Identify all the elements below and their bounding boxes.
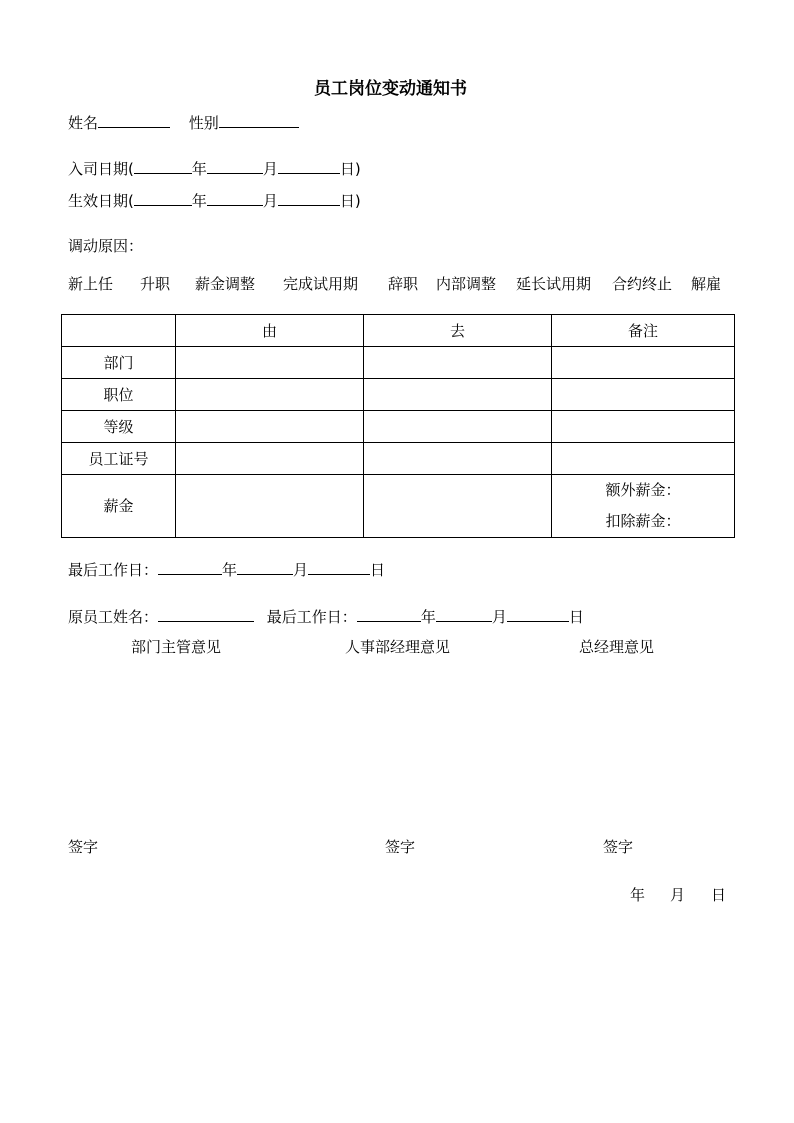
hr-manager-opinion-label: 人事部经理意见 bbox=[345, 638, 451, 656]
grade-to-cell[interactable] bbox=[364, 411, 552, 443]
table-header-to: 去 bbox=[364, 315, 552, 347]
salary-to-cell[interactable] bbox=[364, 475, 552, 538]
row-label-position: 职位 bbox=[62, 379, 176, 411]
dept-manager-sign-label: 签字 bbox=[68, 838, 99, 856]
employee-id-from-cell[interactable] bbox=[176, 443, 364, 475]
reason-resign[interactable]: 辞职 bbox=[388, 275, 419, 293]
name-label: 姓名 bbox=[68, 114, 99, 132]
table-row bbox=[62, 475, 735, 538]
last-month-blank[interactable] bbox=[237, 559, 293, 575]
close-paren: ) bbox=[354, 160, 361, 178]
table-header-remark: 备注 bbox=[552, 315, 735, 347]
position-from-cell[interactable] bbox=[176, 379, 364, 411]
hr-manager-sign-label: 签字 bbox=[385, 838, 416, 856]
original-name-blank[interactable] bbox=[158, 606, 254, 622]
position-remark-cell[interactable] bbox=[552, 379, 735, 411]
row-label-grade: 等级 bbox=[62, 411, 176, 443]
eff-month-blank[interactable] bbox=[207, 190, 263, 206]
salary-remark-cell[interactable] bbox=[552, 475, 735, 538]
last-work-day-line bbox=[68, 559, 385, 579]
table-header-row bbox=[62, 315, 735, 347]
day-label: 日 bbox=[339, 160, 355, 178]
day-label: 日 bbox=[568, 608, 584, 626]
table-row bbox=[62, 443, 735, 475]
row-label-employee-id: 员工证号 bbox=[62, 443, 176, 475]
last-year-blank[interactable] bbox=[158, 559, 222, 575]
table-row bbox=[62, 347, 735, 379]
row-label-department: 部门 bbox=[62, 347, 176, 379]
join-date-label: 入司日期( bbox=[68, 160, 134, 178]
reason-new-post[interactable]: 新上任 bbox=[68, 275, 114, 293]
year-label: 年 bbox=[420, 608, 436, 626]
reason-contract-end[interactable]: 合约终止 bbox=[612, 275, 673, 293]
gender-blank[interactable] bbox=[219, 112, 299, 128]
orig-day-blank[interactable] bbox=[507, 606, 569, 622]
document-title: 员工岗位变动通知书 bbox=[314, 79, 467, 99]
reason-promotion[interactable]: 升职 bbox=[140, 275, 171, 293]
last-work-day-label: 最后工作日： bbox=[68, 561, 159, 579]
grade-from-cell[interactable] bbox=[176, 411, 364, 443]
year-label: 年 bbox=[222, 561, 238, 579]
employee-id-to-cell[interactable] bbox=[364, 443, 552, 475]
month-label: 月 bbox=[262, 160, 278, 178]
table-header-cell bbox=[62, 315, 176, 347]
table-row bbox=[62, 379, 735, 411]
general-manager-opinion-label: 总经理意见 bbox=[579, 638, 655, 656]
dept-manager-opinion-label: 部门主管意见 bbox=[131, 638, 222, 656]
bottom-month-label: 月 bbox=[670, 886, 686, 904]
join-year-blank[interactable] bbox=[134, 158, 192, 174]
bottom-day-label: 日 bbox=[711, 886, 727, 904]
orig-month-blank[interactable] bbox=[436, 606, 492, 622]
gender-label: 性别 bbox=[188, 114, 219, 132]
table-header-from: 由 bbox=[176, 315, 364, 347]
reason-salary-adjust[interactable]: 薪金调整 bbox=[195, 275, 256, 293]
day-label: 日 bbox=[370, 561, 386, 579]
reason-label: 调动原因： bbox=[68, 237, 144, 255]
bottom-year-label: 年 bbox=[630, 886, 646, 904]
eff-year-blank[interactable] bbox=[134, 190, 192, 206]
row-label-salary: 薪金 bbox=[62, 475, 176, 538]
department-remark-cell[interactable] bbox=[552, 347, 735, 379]
table-row bbox=[62, 411, 735, 443]
position-to-cell[interactable] bbox=[364, 379, 552, 411]
original-name-label: 原员工姓名： bbox=[68, 608, 159, 626]
orig-year-blank[interactable] bbox=[357, 606, 421, 622]
join-month-blank[interactable] bbox=[207, 158, 263, 174]
change-table bbox=[61, 314, 735, 538]
reason-internal-transfer[interactable]: 内部调整 bbox=[436, 275, 497, 293]
extra-salary-label: 额外薪金： bbox=[605, 481, 681, 499]
year-label: 年 bbox=[191, 192, 207, 210]
eff-day-blank[interactable] bbox=[278, 190, 340, 206]
reason-extend-probation[interactable]: 延长试用期 bbox=[516, 275, 592, 293]
deduct-salary-label: 扣除薪金： bbox=[605, 512, 681, 530]
reason-dismissal[interactable]: 解雇 bbox=[691, 275, 722, 293]
general-manager-sign-label: 签字 bbox=[603, 838, 634, 856]
join-day-blank[interactable] bbox=[278, 158, 340, 174]
close-paren: ) bbox=[354, 192, 361, 210]
grade-remark-cell[interactable] bbox=[552, 411, 735, 443]
year-label: 年 bbox=[191, 160, 207, 178]
day-label: 日 bbox=[339, 192, 355, 210]
employee-id-remark-cell[interactable] bbox=[552, 443, 735, 475]
month-label: 月 bbox=[262, 192, 278, 210]
reason-probation-done[interactable]: 完成试用期 bbox=[283, 275, 359, 293]
name-gender-line bbox=[68, 112, 299, 132]
department-from-cell[interactable] bbox=[176, 347, 364, 379]
effective-date-label: 生效日期( bbox=[68, 192, 134, 210]
department-to-cell[interactable] bbox=[364, 347, 552, 379]
month-label: 月 bbox=[491, 608, 507, 626]
last-work-day-label-2: 最后工作日： bbox=[266, 608, 357, 626]
last-day-blank[interactable] bbox=[308, 559, 370, 575]
salary-from-cell[interactable] bbox=[176, 475, 364, 538]
join-date-line bbox=[68, 158, 361, 178]
original-employee-line bbox=[68, 606, 584, 626]
month-label: 月 bbox=[293, 561, 309, 579]
effective-date-line bbox=[68, 190, 361, 210]
name-blank[interactable] bbox=[98, 112, 170, 128]
